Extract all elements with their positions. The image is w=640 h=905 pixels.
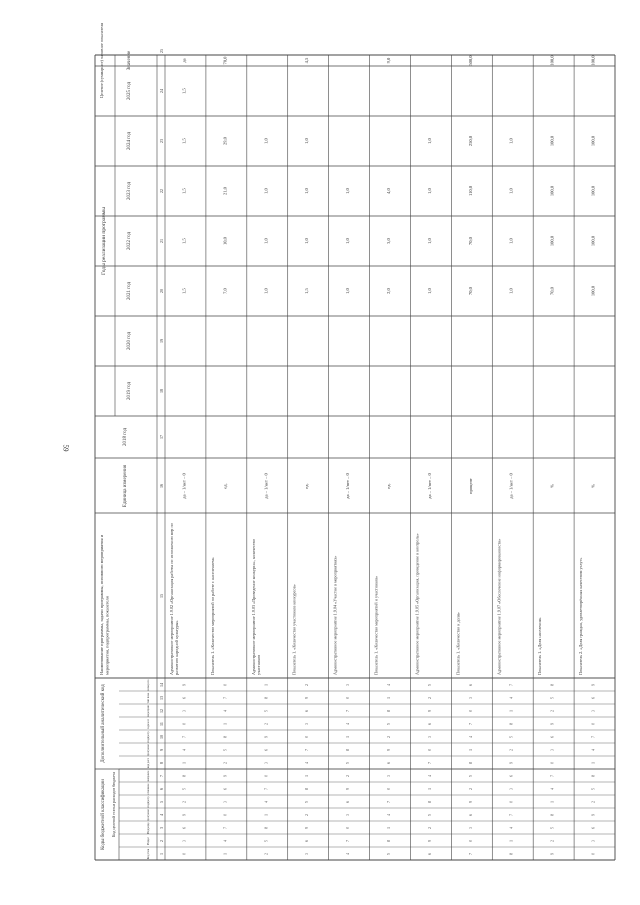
rotated-table bbox=[95, 22, 615, 860]
row-value: 1,0 bbox=[304, 138, 310, 144]
column-number: 5 bbox=[159, 801, 164, 803]
row-name: Показатель 1. «Количество участников конкурсов» bbox=[291, 584, 297, 675]
row-code: 8 bbox=[182, 775, 187, 777]
row-code: 9 bbox=[509, 762, 514, 764]
row-code: 6 bbox=[468, 814, 473, 816]
row-name: развитию народной культуры» bbox=[174, 620, 180, 675]
header-year: 2024 год bbox=[127, 131, 132, 151]
row-code: 6 bbox=[550, 736, 555, 738]
row-unit: % bbox=[590, 484, 596, 488]
row-code: 1 bbox=[346, 736, 351, 738]
column-number: 23 bbox=[159, 139, 164, 143]
row-code: 8 bbox=[264, 827, 269, 829]
row-code: 5 bbox=[223, 749, 228, 751]
row-code: 1 bbox=[509, 840, 514, 842]
row-name: Административное мероприятие 1.9.04 «Участие в мероприятиях» bbox=[332, 555, 338, 675]
row-value: 100,0 bbox=[549, 235, 555, 247]
row-value: 250,0 bbox=[467, 135, 473, 147]
header-dop: Дополнительный аналитический код bbox=[101, 684, 106, 763]
row-code: 2 bbox=[468, 788, 473, 790]
row-code: 6 bbox=[468, 684, 473, 686]
row-value: 4,0 bbox=[386, 188, 391, 194]
column-number: 7 bbox=[159, 775, 164, 777]
row-code: 6 bbox=[427, 853, 432, 855]
row-code: 0 bbox=[591, 723, 596, 725]
row-name: Показатель 2. «Доля граждан, удовлетворённых качеством услуг» bbox=[578, 557, 584, 675]
row-code: 0 bbox=[182, 853, 187, 855]
row-name: Административное мероприятие 1.9.03 «Проведение конкурса», количество bbox=[250, 539, 256, 675]
row-code: 2 bbox=[550, 840, 555, 842]
row-code: 7 bbox=[305, 749, 310, 751]
row-code: 5 bbox=[591, 788, 596, 790]
row-code: 1 bbox=[264, 684, 269, 686]
row-code: 4 bbox=[223, 840, 228, 842]
table-sheet bbox=[95, 22, 615, 865]
row-code: 3 bbox=[182, 840, 187, 842]
row-code: 5 bbox=[182, 788, 187, 790]
row-code: 0 bbox=[591, 853, 596, 855]
row-code: 0 bbox=[387, 788, 391, 790]
row-code: 9 bbox=[550, 723, 555, 725]
row-code: 0 bbox=[346, 697, 351, 699]
row-code: 7 bbox=[223, 697, 228, 699]
row-code: 8 bbox=[305, 788, 310, 790]
row-code: 0 bbox=[468, 710, 473, 712]
row-code: 4 bbox=[387, 814, 391, 816]
row-value: 2,0 bbox=[386, 288, 391, 294]
row-code: 6 bbox=[264, 749, 269, 751]
row-value: 100,0 bbox=[549, 185, 555, 197]
row-value: 1,5 bbox=[181, 288, 187, 294]
row-unit: ед. bbox=[304, 483, 310, 489]
row-code: 5 bbox=[346, 762, 351, 764]
row-code: 3 bbox=[591, 840, 596, 842]
row-code: 7 bbox=[387, 801, 391, 803]
row-code: 2 bbox=[550, 710, 555, 712]
row-code: 8 bbox=[509, 723, 514, 725]
row-code: 1 bbox=[427, 788, 432, 790]
row-code: 9 bbox=[305, 827, 310, 829]
header-year: 2021 год bbox=[127, 281, 132, 301]
row-code: 4 bbox=[591, 749, 596, 751]
row-code: 5 bbox=[264, 840, 269, 842]
row-code: 3 bbox=[346, 684, 351, 686]
header-kbk-col: подпрогр bbox=[147, 796, 150, 808]
row-unit: да – 1/нет – 0 bbox=[345, 473, 351, 499]
column-number: 19 bbox=[159, 339, 164, 343]
column-number: 11 bbox=[159, 722, 164, 726]
row-code: 9 bbox=[468, 801, 473, 803]
column-number: 25 bbox=[159, 49, 164, 53]
row-goal: 9,0 bbox=[386, 57, 391, 64]
header-name: мероприятия, подпрограммы, показателя bbox=[104, 596, 110, 675]
row-code: 8 bbox=[468, 762, 473, 764]
row-code: 7 bbox=[346, 840, 351, 842]
row-code: 3 bbox=[264, 762, 269, 764]
row-code: 2 bbox=[387, 736, 391, 738]
row-code: 7 bbox=[223, 827, 228, 829]
column-number: 8 bbox=[159, 762, 164, 764]
row-code: 2 bbox=[182, 801, 187, 803]
row-code: 0 bbox=[223, 684, 228, 686]
column-number: 6 bbox=[159, 788, 164, 790]
row-code: 0 bbox=[264, 775, 269, 777]
row-value: 1,5 bbox=[181, 88, 187, 94]
row-code: 9 bbox=[346, 788, 351, 790]
row-code: 3 bbox=[468, 697, 473, 699]
row-code: 4 bbox=[182, 749, 187, 751]
column-number: 9 bbox=[159, 749, 164, 751]
row-name: Показатель 1. «Количество мероприятий по работе с населением» bbox=[209, 557, 215, 675]
row-code: 2 bbox=[264, 853, 269, 855]
column-number: 3 bbox=[159, 827, 164, 829]
row-name: Показатель 1. «Количество мероприятий и участников» bbox=[373, 575, 379, 675]
row-code: 1 bbox=[468, 749, 473, 751]
row-code: 5 bbox=[387, 853, 391, 855]
row-value: 1,5 bbox=[181, 188, 187, 194]
row-code: 4 bbox=[468, 736, 473, 738]
row-goal: 100,0 bbox=[549, 55, 555, 66]
row-code: 4 bbox=[427, 775, 432, 777]
row-value: 1,0 bbox=[345, 188, 351, 194]
row-value: 1,0 bbox=[426, 188, 432, 194]
header-dop-col: задача п bbox=[147, 719, 150, 729]
row-code: 7 bbox=[346, 710, 351, 712]
row-code: 0 bbox=[427, 749, 432, 751]
row-value: 21,0 bbox=[222, 187, 228, 195]
row-code: 1 bbox=[387, 827, 391, 829]
row-code: 3 bbox=[468, 827, 473, 829]
row-code: 9 bbox=[427, 840, 432, 842]
header-dop-col: мероприя bbox=[147, 705, 150, 717]
row-code: 1 bbox=[264, 814, 269, 816]
row-value: 1,0 bbox=[508, 288, 514, 294]
column-number: 22 bbox=[159, 189, 164, 193]
row-code: 9 bbox=[182, 684, 187, 686]
row-value: 1,0 bbox=[263, 138, 269, 144]
row-value: 1,0 bbox=[426, 138, 432, 144]
row-code: 5 bbox=[264, 710, 269, 712]
row-name: Административное мероприятие 1.9.02 «Организация работы по исполнению мер по bbox=[169, 523, 174, 675]
row-code: 7 bbox=[550, 775, 555, 777]
row-code: 9 bbox=[223, 775, 228, 777]
row-code: 0 bbox=[346, 827, 351, 829]
header-program-years: Годы реализации программы bbox=[101, 207, 107, 275]
row-code: 7 bbox=[264, 788, 269, 790]
row-code: 9 bbox=[387, 749, 391, 751]
row-value: 70,0 bbox=[467, 237, 473, 245]
row-code: 3 bbox=[305, 853, 310, 855]
column-number: 15 bbox=[159, 594, 164, 598]
row-code: 1 bbox=[223, 723, 228, 725]
header-dop-col: подпрогр bbox=[147, 731, 150, 743]
row-code: 4 bbox=[550, 788, 555, 790]
header-base: 2018 год bbox=[123, 427, 128, 447]
header-kbk-col: основное bbox=[147, 783, 150, 795]
row-code: 8 bbox=[387, 710, 391, 712]
row-code: 6 bbox=[182, 827, 187, 829]
row-value: 100,0 bbox=[590, 185, 596, 197]
row-name: Показатель 1. «Доля населения» bbox=[537, 617, 543, 675]
row-code: 6 bbox=[591, 827, 596, 829]
column-number: 18 bbox=[159, 389, 164, 393]
row-code: 2 bbox=[346, 775, 351, 777]
row-code: 8 bbox=[387, 840, 391, 842]
column-number: 17 bbox=[159, 435, 164, 439]
row-code: 6 bbox=[427, 723, 432, 725]
row-code: 6 bbox=[223, 788, 228, 790]
header-goal: Целевое (суммарное) значение показателя bbox=[99, 22, 104, 99]
row-code: 4 bbox=[509, 697, 514, 699]
row-value: 1,0 bbox=[426, 238, 432, 244]
row-code: 5 bbox=[427, 684, 432, 686]
row-code: 4 bbox=[305, 762, 310, 764]
header-dop-col: номер по bbox=[147, 679, 150, 691]
row-goal: 100,0 bbox=[590, 55, 596, 66]
row-unit: да – 1/нет – 0 bbox=[263, 473, 269, 499]
column-number: 12 bbox=[159, 709, 164, 713]
row-value: 3,0 bbox=[386, 238, 391, 244]
column-number: 13 bbox=[159, 696, 164, 700]
row-code: 0 bbox=[550, 762, 555, 764]
column-number: 2 bbox=[159, 840, 164, 842]
row-code: 5 bbox=[550, 697, 555, 699]
row-code: 1 bbox=[182, 762, 187, 764]
header-year: 2025 год bbox=[127, 81, 132, 101]
row-value: 100,0 bbox=[549, 135, 555, 147]
row-code: 0 bbox=[182, 723, 187, 725]
row-code: 6 bbox=[387, 762, 391, 764]
row-value: 70,0 bbox=[549, 287, 555, 295]
header-kbk-col: Код глав bbox=[147, 848, 150, 860]
row-code: 0 bbox=[468, 840, 473, 842]
row-code: 9 bbox=[182, 814, 187, 816]
column-number: 10 bbox=[159, 735, 164, 739]
row-code: 1 bbox=[223, 853, 228, 855]
row-value: 1,0 bbox=[345, 288, 351, 294]
row-name: Административное мероприятие 1.9.05 «Организация, проведение и контроль» bbox=[414, 533, 420, 675]
row-goal: 500,0 bbox=[467, 55, 473, 66]
row-value: 1,0 bbox=[508, 238, 514, 244]
row-code: 3 bbox=[387, 775, 391, 777]
row-code: 0 bbox=[223, 814, 228, 816]
header-unit: Единица измерения bbox=[123, 464, 128, 508]
row-code: 2 bbox=[305, 684, 310, 686]
row-code: 6 bbox=[509, 775, 514, 777]
column-number: 24 bbox=[159, 89, 164, 93]
row-code: 9 bbox=[264, 736, 269, 738]
row-value: 10,0 bbox=[222, 237, 228, 245]
row-code: 7 bbox=[182, 736, 187, 738]
row-value: 1,0 bbox=[426, 288, 432, 294]
column-number: 14 bbox=[159, 683, 164, 687]
row-value: 1,5 bbox=[181, 238, 187, 244]
header-kbk: Коды бюджетной классификации bbox=[101, 779, 106, 850]
row-code: 3 bbox=[346, 814, 351, 816]
header-dop-col: тип пока bbox=[147, 692, 150, 704]
header-dop-col: программ bbox=[147, 744, 150, 756]
row-code: 1 bbox=[591, 762, 596, 764]
header-kbk-sub: Код целевой статьи расходов бюджета bbox=[111, 771, 116, 838]
row-goal: 70,0 bbox=[222, 56, 228, 65]
header-kbk-col: Раздел bbox=[147, 837, 150, 845]
row-value: 100,0 bbox=[590, 135, 596, 147]
row-value: 100,0 bbox=[590, 235, 596, 247]
row-value: 7,0 bbox=[222, 288, 228, 294]
row-code: 3 bbox=[427, 736, 432, 738]
row-goal: да bbox=[181, 58, 187, 63]
row-value: 1,5 bbox=[304, 288, 310, 294]
row-code: 8 bbox=[223, 736, 228, 738]
row-code: 7 bbox=[509, 684, 514, 686]
row-code: 2 bbox=[305, 814, 310, 816]
row-value: 29,0 bbox=[222, 137, 228, 145]
header-year: 2022 год bbox=[127, 231, 132, 251]
row-value: 1,0 bbox=[263, 188, 269, 194]
row-code: 9 bbox=[427, 710, 432, 712]
row-code: 5 bbox=[305, 801, 310, 803]
row-code: 5 bbox=[468, 775, 473, 777]
row-code: 8 bbox=[550, 814, 555, 816]
row-code: 2 bbox=[427, 827, 432, 829]
row-code: 4 bbox=[264, 801, 269, 803]
row-value: 1,5 bbox=[181, 138, 187, 144]
row-code: 2 bbox=[264, 723, 269, 725]
row-code: 5 bbox=[509, 736, 514, 738]
row-code: 4 bbox=[387, 684, 391, 686]
row-value: 1,0 bbox=[508, 138, 514, 144]
header-kbk-col: направле bbox=[147, 770, 150, 782]
row-code: 6 bbox=[591, 697, 596, 699]
row-code: 7 bbox=[468, 853, 473, 855]
row-code: 8 bbox=[427, 801, 432, 803]
row-code: 9 bbox=[550, 853, 555, 855]
row-code: 1 bbox=[550, 801, 555, 803]
row-value: 1,0 bbox=[345, 238, 351, 244]
row-code: 2 bbox=[509, 749, 514, 751]
page-number: 59 bbox=[61, 444, 70, 452]
row-code: 8 bbox=[509, 853, 514, 855]
row-code: 9 bbox=[591, 684, 596, 686]
row-code: 3 bbox=[550, 749, 555, 751]
row-unit: да – 1/нет – 0 bbox=[426, 473, 432, 499]
header-name: Наименование программы, задачи программы, основного мероприятия и bbox=[99, 534, 104, 675]
row-unit: да – 1/нет – 0 bbox=[508, 473, 514, 499]
column-number: 4 bbox=[159, 814, 164, 816]
row-code: 9 bbox=[305, 697, 310, 699]
row-code: 5 bbox=[387, 723, 391, 725]
row-value: 1,0 bbox=[508, 188, 514, 194]
row-code: 5 bbox=[427, 814, 432, 816]
row-code: 7 bbox=[427, 762, 432, 764]
row-unit: ед. bbox=[222, 483, 228, 489]
row-code: 7 bbox=[509, 814, 514, 816]
row-unit: ед. bbox=[386, 483, 391, 489]
row-unit: % bbox=[549, 484, 555, 488]
row-code: 3 bbox=[509, 788, 514, 790]
row-code: 8 bbox=[550, 684, 555, 686]
header-year: 2020 год bbox=[127, 331, 132, 351]
row-code: 2 bbox=[591, 801, 596, 803]
row-value: 1,0 bbox=[263, 288, 269, 294]
row-value: 70,0 bbox=[467, 287, 473, 295]
header-kbk-col: Подразде bbox=[147, 822, 150, 834]
row-name: участников bbox=[256, 654, 262, 675]
row-value: 1,0 bbox=[304, 188, 310, 194]
row-value: 1,0 bbox=[304, 238, 310, 244]
row-code: 0 bbox=[509, 801, 514, 803]
row-value: 100,0 bbox=[590, 285, 596, 297]
header-year: 2023 год bbox=[127, 181, 132, 201]
header-kbk-col: программ bbox=[147, 809, 150, 821]
row-code: 4 bbox=[346, 723, 351, 725]
row-code: 6 bbox=[346, 801, 351, 803]
row-code: 7 bbox=[591, 736, 596, 738]
row-code: 6 bbox=[182, 697, 187, 699]
row-code: 8 bbox=[346, 749, 351, 751]
column-number: 1 bbox=[159, 853, 164, 855]
row-code: 6 bbox=[305, 840, 310, 842]
row-code: 8 bbox=[591, 775, 596, 777]
row-code: 4 bbox=[223, 710, 228, 712]
header-dop-col: вид расх bbox=[147, 757, 150, 769]
row-code: 7 bbox=[468, 723, 473, 725]
row-code: 5 bbox=[550, 827, 555, 829]
row-code: 3 bbox=[305, 723, 310, 725]
row-goal: 4,5 bbox=[304, 57, 310, 64]
row-unit: процент bbox=[467, 478, 473, 494]
row-unit: да – 1/нет – 0 bbox=[181, 473, 187, 499]
row-code: 1 bbox=[509, 710, 514, 712]
row-name: Показатель 1. «Количество и доля» bbox=[455, 612, 461, 675]
header-year: 2019 год bbox=[127, 381, 132, 401]
row-name: Административное мероприятие 1.9.07 «Обеспечение информированности» bbox=[496, 538, 502, 675]
row-code: 2 bbox=[223, 762, 228, 764]
header-goal-sub: Значение bbox=[127, 50, 132, 71]
row-code: 3 bbox=[591, 710, 596, 712]
row-code: 4 bbox=[346, 853, 351, 855]
row-code: 2 bbox=[427, 697, 432, 699]
column-number: 21 bbox=[159, 239, 164, 243]
row-code: 0 bbox=[305, 736, 310, 738]
table-body bbox=[95, 23, 615, 860]
row-code: 8 bbox=[264, 697, 269, 699]
row-code: 9 bbox=[591, 814, 596, 816]
column-number: 20 bbox=[159, 289, 164, 293]
row-code: 4 bbox=[509, 827, 514, 829]
row-code: 3 bbox=[182, 710, 187, 712]
row-code: 1 bbox=[305, 775, 310, 777]
row-value: 1,0 bbox=[263, 238, 269, 244]
row-code: 6 bbox=[305, 710, 310, 712]
row-code: 3 bbox=[223, 801, 228, 803]
row-value: 110,0 bbox=[467, 186, 473, 196]
row-code: 1 bbox=[387, 697, 391, 699]
column-number: 16 bbox=[159, 484, 164, 488]
